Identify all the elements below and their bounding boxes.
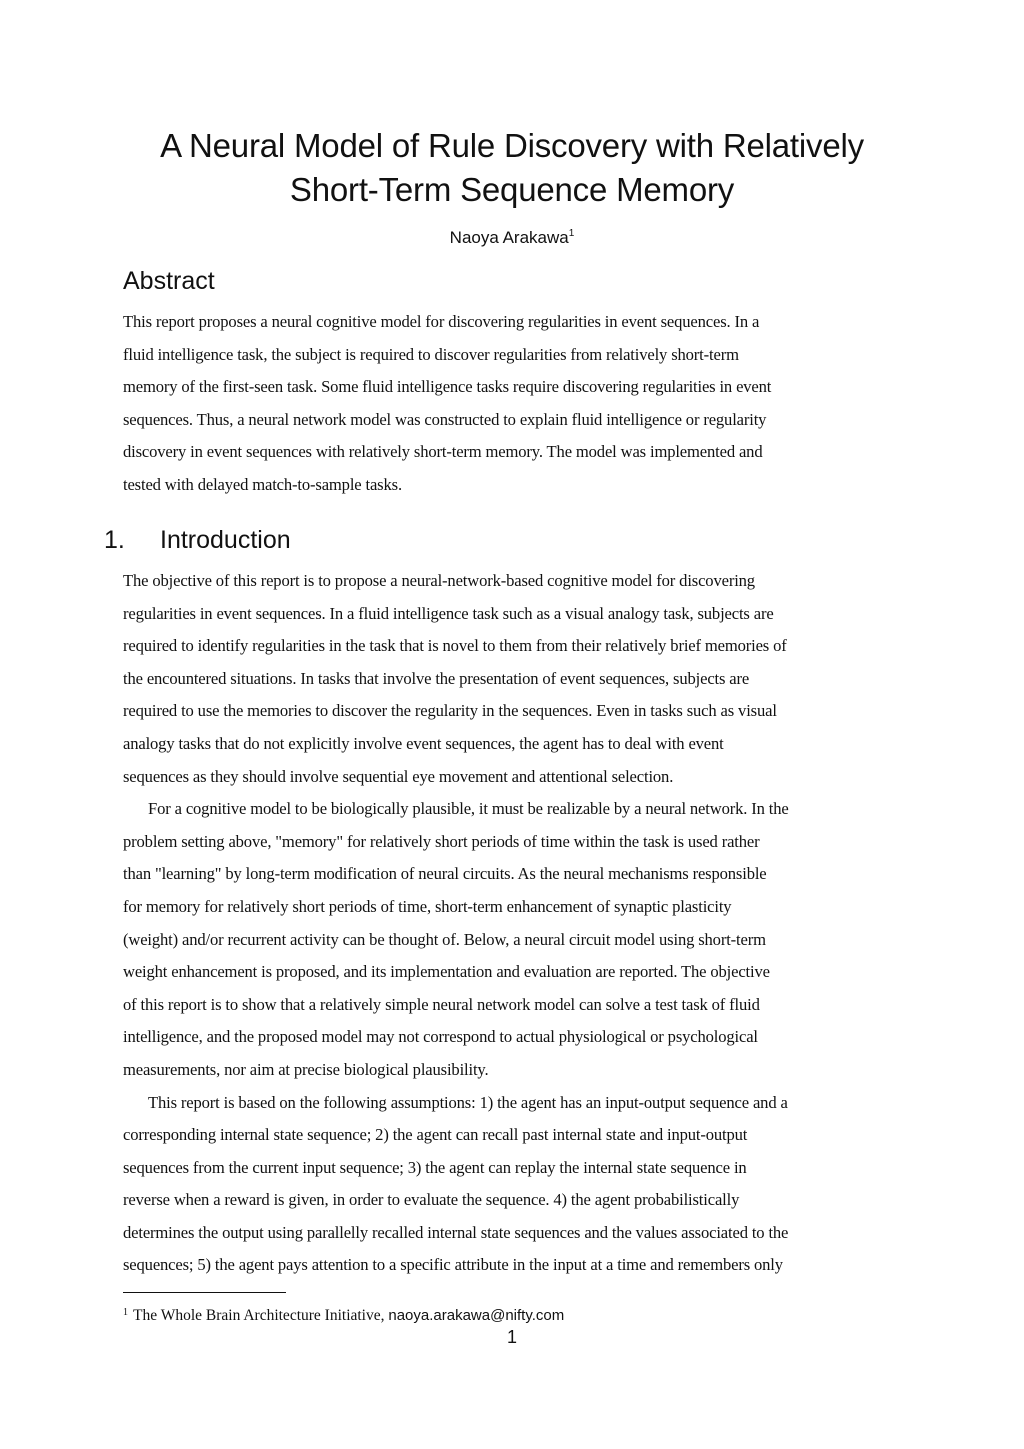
abstract-line: fluid intelligence task, the subject is required to discover regularities from relatively short-term [123,344,739,364]
title-line-1: A Neural Model of Rule Discovery with Relatively [160,127,864,164]
body-line: than "learning" by long-term modification of neural circuits. As the neural mechanisms responsible [123,864,767,884]
footnote [123,1302,564,1327]
body-line: For a cognitive model to be biologically plausible, it must be realizable by a neural network. In the [148,799,789,819]
abstract-line: memory of the first-seen task. Some fluid intelligence tasks require discovering regularities in event [123,377,772,397]
body-line: sequences; 5) the agent pays attention to a specific attribute in the input at a time and remembers only [123,1255,783,1275]
abstract-line: discovery in event sequences with relatively short-term memory. The model was implemented and [123,442,763,462]
section-heading-introduction [104,523,291,557]
body-line: measurements, nor aim at precise biological plausibility. [123,1059,489,1079]
footnote-mark: 1 [123,1307,128,1318]
footnote-divider [123,1292,286,1293]
abstract-heading: Abstract [123,267,215,295]
body-line: the encountered situations. In tasks that involve the presentation of event sequences, subjects are [123,668,750,688]
body-line: required to use the memories to discover the regularity in the sequences. Even in tasks such as visual [123,701,777,721]
abstract-line: This report proposes a neural cognitive model for discovering regularities in event sequences. In a [123,312,760,331]
body-line: The objective of this report is to propose a neural-network-based cognitive model for discovering [123,571,755,590]
body-line: regularities in event sequences. In a fluid intelligence task such as a visual analogy task, subjects are [123,603,774,623]
body-line: weight enhancement is proposed, and its implementation and evaluation are reported. The objective [123,962,770,982]
abstract-line: tested with delayed match-to-sample tasks. [123,474,402,494]
body-line: analogy tasks that do not explicitly involve event sequences, the agent has to deal with event [123,733,724,753]
footnote-affiliation: The Whole Brain Architecture Initiative, [133,1307,389,1324]
introduction-body [123,565,913,1282]
body-line: sequences as they should involve sequential eye movement and attentional selection. [123,766,674,786]
abstract-line: sequences. Thus, a neural network model was constructed to explain fluid intelligence or regularity [123,409,767,429]
body-line: (weight) and/or recurrent activity can be thought of. Below, a neural circuit model using short-term [123,929,766,949]
abstract-body [123,306,913,502]
author-name: Naoya Arakawa [449,228,569,247]
body-line: reverse when a reward is given, in order to evaluate the sequence. 4) the agent probabilistically [123,1190,740,1210]
body-line: determines the output using parallelly recalled internal state sequences and the values associated to the [123,1222,789,1242]
section-title: Introduction [160,526,291,554]
footnote-email[interactable]: naoya.arakawa@nifty.com [388,1307,565,1324]
body-line: problem setting above, "memory" for relatively short periods of time within the task is used rather [123,831,760,851]
body-line: intelligence, and the proposed model may not correspond to actual physiological or psychological [123,1027,758,1047]
body-line: corresponding internal state sequence; 2) the agent can recall past internal state and input-output [123,1125,748,1145]
body-line: required to identify regularities in the task that is novel to them from their relatively brief memories of [123,636,787,656]
section-number: 1. [104,526,125,554]
page-number: 1 [506,1327,517,1347]
author-line [0,222,1024,250]
body-line: This report is based on the following assumptions: 1) the agent has an input-output sequence and a [148,1092,788,1112]
paper-title [0,124,1024,212]
author-footnote-mark: 1 [568,228,575,239]
body-line: for memory for relatively short periods of time, short-term enhancement of synaptic plasticity [123,896,732,916]
body-line: of this report is to show that a relatively simple neural network model can solve a test task of fluid [123,994,760,1014]
title-line-2: Short-Term Sequence Memory [289,171,735,208]
body-line: sequences from the current input sequence; 3) the agent can replay the internal state sequence in [123,1157,747,1177]
